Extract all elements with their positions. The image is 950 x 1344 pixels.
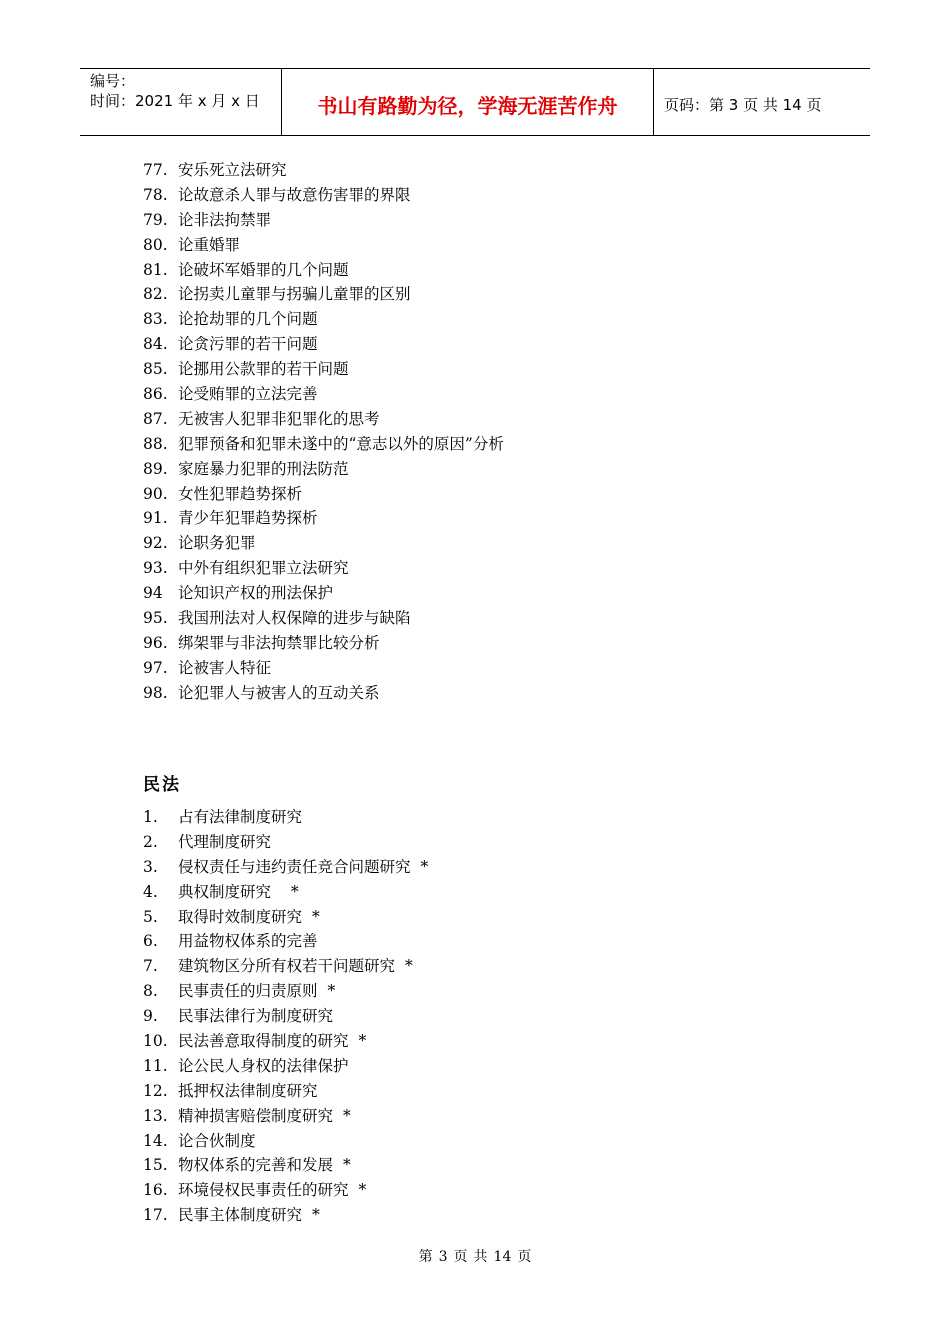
item-number: 17. [143, 1206, 168, 1225]
item-text: 论公民人身权的法律保护 [178, 1056, 349, 1075]
list-item [143, 855, 428, 880]
item-text: 青少年犯罪趋势探析 [178, 509, 318, 528]
list-item [143, 880, 428, 905]
list-item [143, 805, 428, 830]
asterisk-mark: * [281, 882, 299, 901]
item-text: 女性犯罪趋势探析 [178, 484, 303, 503]
item-number: 96. [143, 633, 168, 652]
item-number: 80. [143, 235, 168, 254]
item-text: 论贪污罪的若干问题 [178, 335, 318, 354]
list-item [143, 606, 504, 631]
item-number: 90. [143, 484, 168, 503]
list-item [143, 482, 504, 507]
item-number: 10. [143, 1032, 168, 1051]
item-number: 1. [143, 808, 158, 826]
footer-text: 页 [453, 1249, 468, 1265]
list-item [143, 233, 504, 258]
item-text: 建筑物区分所有权若干问题研究 [178, 957, 396, 976]
item-text: 环境侵权民事责任的研究 [178, 1181, 349, 1200]
item-text: 论合伙制度 [178, 1131, 256, 1150]
item-number: 8. [143, 982, 158, 1001]
item-number: 87. [143, 409, 168, 428]
list-item [143, 382, 504, 407]
header-motto: 书山有路勤为径，学海无涯苦作舟 [282, 69, 654, 135]
list-item [143, 1178, 428, 1203]
asterisk-mark: * [358, 1181, 367, 1200]
list-item [143, 581, 504, 606]
item-text: 论职务犯罪 [178, 534, 256, 553]
item-number: 7. [143, 957, 158, 976]
list-item [143, 158, 504, 183]
list-item [143, 531, 504, 556]
page-header [80, 68, 870, 136]
item-text: 论重婚罪 [178, 235, 241, 254]
list-item [143, 556, 504, 581]
list-item [143, 1079, 428, 1104]
list-item [143, 1203, 428, 1228]
list-item [143, 506, 504, 531]
item-text: 绑架罪与非法拘禁罪比较分析 [178, 633, 380, 652]
item-number: 94 [143, 584, 163, 603]
number-label: 编号： [90, 72, 136, 90]
item-number: 83. [143, 310, 168, 329]
item-number: 89. [143, 459, 168, 478]
item-number: 95. [143, 609, 168, 628]
asterisk-mark: * [343, 1106, 351, 1125]
asterisk-mark: * [343, 1156, 351, 1175]
footer-text: 共 [473, 1249, 488, 1265]
footer-page-number: 3 [438, 1249, 448, 1265]
item-text: 用益物权体系的完善 [178, 932, 318, 951]
list-item [143, 1054, 428, 1079]
item-text: 家庭暴力犯罪的刑法防范 [178, 459, 349, 478]
list-item [143, 1153, 428, 1178]
item-text: 侵权责任与违约责任竞合问题研究 [178, 857, 411, 876]
section-title-civil-law: 民法 [143, 775, 181, 795]
item-number: 12. [143, 1081, 168, 1100]
item-text: 民法善意取得制度的研究 [178, 1032, 349, 1051]
list-item [143, 332, 504, 357]
header-meta [80, 69, 282, 135]
header-page-info: 页码：第 3 页 共 14 页 [664, 95, 822, 114]
item-text: 论知识产权的刑法保护 [178, 584, 334, 603]
list-item [143, 1104, 428, 1129]
list-item [143, 954, 428, 979]
list-item [143, 282, 504, 307]
item-number: 6. [143, 932, 158, 951]
asterisk-mark: * [420, 857, 429, 876]
list-item [143, 1129, 428, 1154]
item-number: 98. [143, 683, 168, 702]
list-item [143, 407, 504, 432]
item-number: 81. [143, 260, 168, 279]
item-number: 92. [143, 534, 168, 553]
item-text: 论抢劫罪的几个问题 [178, 310, 318, 329]
item-number: 16. [143, 1181, 168, 1200]
item-number: 85. [143, 360, 168, 379]
item-number: 97. [143, 658, 168, 677]
item-number: 91. [143, 509, 168, 528]
item-text: 论非法拘禁罪 [178, 210, 272, 229]
item-text: 论拐卖儿童罪与拐骗儿童罪的区别 [178, 285, 411, 304]
item-number: 13. [143, 1106, 168, 1125]
item-text: 代理制度研究 [178, 832, 272, 851]
item-number: 15. [143, 1156, 168, 1175]
page-footer [0, 1246, 950, 1266]
list-item [143, 830, 428, 855]
item-text: 民事法律行为制度研究 [178, 1007, 334, 1026]
time-label: 时间：2021 年 x 月 x 日 [90, 92, 260, 110]
asterisk-mark: * [312, 907, 320, 926]
item-text: 占有法律制度研究 [178, 808, 303, 826]
item-number: 82. [143, 285, 168, 304]
asterisk-mark: * [358, 1032, 367, 1051]
list-item [143, 208, 504, 233]
item-text: 民事责任的归责原则 [178, 982, 318, 1001]
list-item [143, 357, 504, 382]
item-text: 犯罪预备和犯罪未遂中的“意志以外的原因”分析 [178, 434, 504, 453]
item-number: 2. [143, 832, 158, 851]
list-item [143, 432, 504, 457]
item-number: 78. [143, 185, 168, 204]
item-text: 物权体系的完善和发展 [178, 1156, 334, 1175]
list-item [143, 631, 504, 656]
item-text: 论犯罪人与被害人的互动关系 [178, 683, 380, 702]
item-text: 论破坏军婚罪的几个问题 [178, 260, 349, 279]
list-item [143, 183, 504, 208]
item-text: 典权制度研究 [178, 882, 272, 901]
list-item [143, 681, 504, 706]
item-text: 无被害人犯罪非犯罪化的思考 [178, 409, 380, 428]
item-text: 论故意杀人罪与故意伤害罪的界限 [178, 185, 411, 204]
footer-text: 页 [517, 1249, 532, 1265]
item-text: 精神损害赔偿制度研究 [178, 1106, 334, 1125]
item-number: 5. [143, 907, 158, 926]
list-item [143, 1029, 428, 1054]
list-item [143, 457, 504, 482]
item-text: 安乐死立法研究 [178, 161, 287, 179]
list-item [143, 929, 428, 954]
item-number: 11. [143, 1056, 168, 1075]
item-text: 抵押权法律制度研究 [178, 1081, 318, 1100]
item-number: 84. [143, 335, 168, 354]
item-text: 论被害人特征 [178, 658, 272, 677]
asterisk-mark: * [312, 1206, 320, 1225]
item-number: 86. [143, 385, 168, 404]
item-number: 9. [143, 1007, 158, 1026]
item-number: 4. [143, 882, 158, 901]
item-number: 88. [143, 434, 168, 453]
item-number: 79. [143, 210, 168, 229]
asterisk-mark: * [327, 982, 336, 1001]
item-text: 论挪用公款罪的若干问题 [178, 360, 349, 379]
civil-law-topic-list [143, 805, 428, 1228]
list-item [143, 656, 504, 681]
item-text: 取得时效制度研究 [178, 907, 303, 926]
item-number: 14. [143, 1131, 168, 1150]
footer-total-pages: 14 [493, 1249, 512, 1265]
item-text: 论受贿罪的立法完善 [178, 385, 318, 404]
item-number: 93. [143, 559, 168, 578]
criminal-law-topic-list [143, 158, 504, 706]
item-text: 我国刑法对人权保障的进步与缺陷 [178, 609, 411, 628]
item-text: 民事主体制度研究 [178, 1206, 303, 1225]
item-number: 77. [143, 161, 168, 179]
list-item [143, 307, 504, 332]
list-item [143, 905, 428, 930]
item-number: 3. [143, 857, 158, 876]
list-item [143, 979, 428, 1004]
item-text: 中外有组织犯罪立法研究 [178, 559, 349, 578]
footer-text: 第 [418, 1249, 433, 1265]
list-item [143, 258, 504, 283]
asterisk-mark: * [405, 957, 413, 976]
list-item [143, 1004, 428, 1029]
